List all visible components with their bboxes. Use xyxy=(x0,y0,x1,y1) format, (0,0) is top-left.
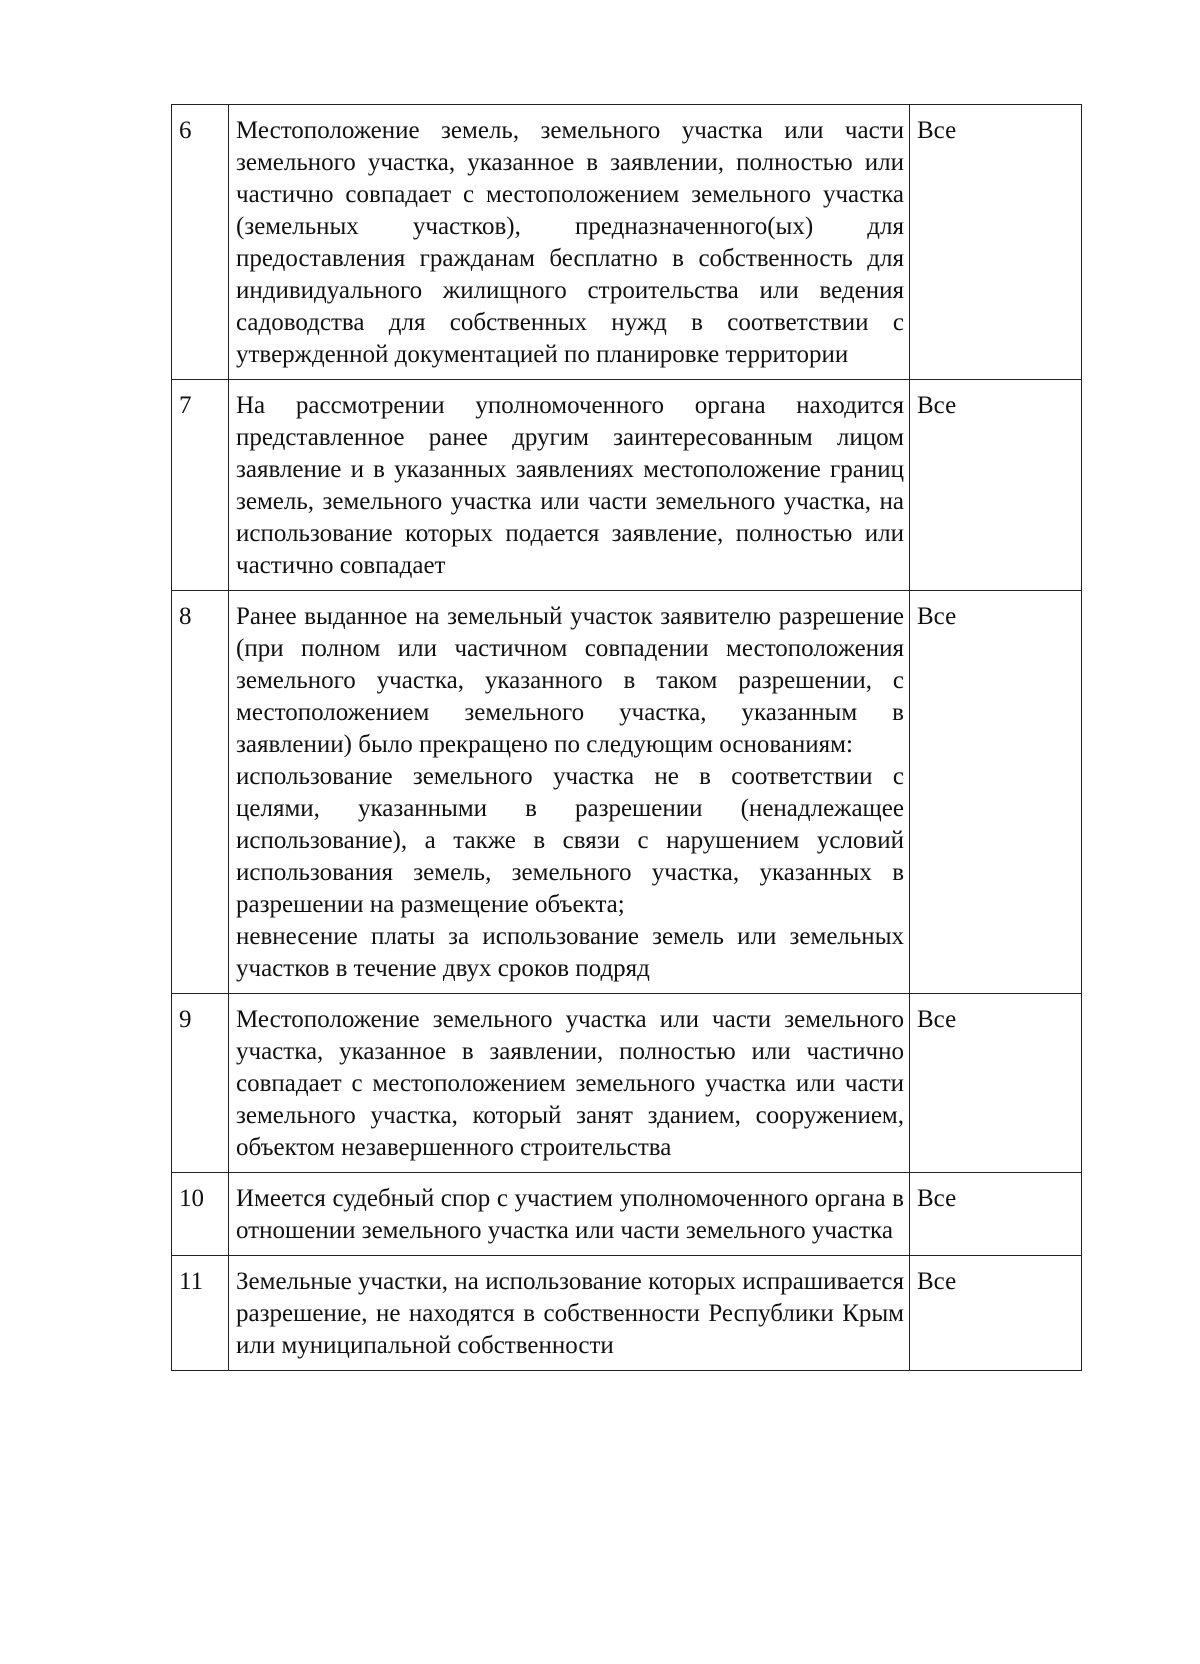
row-number: 10 xyxy=(172,1173,229,1256)
table-row xyxy=(172,1256,1082,1371)
table-row xyxy=(172,1173,1082,1256)
ground-paragraph: Ранее выданное на земельный участок заявителю разрешение (при полном или частичном совпадении местоположения земельного участка, указанного в таком разрешении, с местоположением земельного участка, указанным в заявлении) было прекращено по следующим основаниям: xyxy=(236,603,904,758)
ground-description xyxy=(229,994,910,1173)
refusal-grounds-table xyxy=(171,104,1082,1371)
ground-paragraph: невнесение платы за использование земель или земельных участков в течение двух сроков подряд xyxy=(236,923,904,982)
ground-description xyxy=(229,1173,910,1256)
ground-paragraph: использование земельного участка не в соответствии с целями, указанными в разрешении (ненадлежащее использование), а также в связи с нарушением условий использования земель, земельного участка, указанных в разрешении на размещение объекта; xyxy=(236,763,904,918)
table-row xyxy=(172,994,1082,1173)
applies-to-cell: Все xyxy=(910,1173,1082,1256)
table-row xyxy=(172,591,1082,994)
applies-to-cell: Все xyxy=(910,380,1082,591)
ground-paragraph: На рассмотрении уполномоченного органа находится представленное ранее другим заинтересованным лицом заявление и в указанных заявлениях местоположение границ земель, земельного участка или части земельного участка, на использование которых подается заявление, полностью или частично совпадает xyxy=(236,392,904,579)
ground-description xyxy=(229,591,910,994)
table-row xyxy=(172,105,1082,380)
ground-description xyxy=(229,1256,910,1371)
ground-paragraph: Имеется судебный спор с участием уполномоченного органа в отношении земельного участка или части земельного участка xyxy=(236,1185,904,1244)
row-number: 7 xyxy=(172,380,229,591)
ground-paragraph: Местоположение земель, земельного участка или части земельного участка, указанное в заявлении, полностью или частично совпадает с местоположением земельного участка (земельных участков), предназначенного(ых) для предоставления гражданам бесплатно в собственность для индивидуального жилищного строительства или ведения садоводства для собственных нужд в соответствии с утвержденной документацией по планировке территории xyxy=(236,117,904,368)
row-number: 8 xyxy=(172,591,229,994)
row-number: 11 xyxy=(172,1256,229,1371)
ground-description xyxy=(229,105,910,380)
table-row xyxy=(172,380,1082,591)
row-number: 6 xyxy=(172,105,229,380)
applies-to-cell: Все xyxy=(910,591,1082,994)
row-number: 9 xyxy=(172,994,229,1173)
ground-paragraph: Местоположение земельного участка или части земельного участка, указанное в заявлении, полностью или частично совпадает с местоположением земельного участка или части земельного участка, который занят зданием, сооружением, объектом незавершенного строительства xyxy=(236,1006,904,1161)
applies-to-cell: Все xyxy=(910,105,1082,380)
ground-description xyxy=(229,380,910,591)
applies-to-cell: Все xyxy=(910,994,1082,1173)
ground-paragraph: Земельные участки, на использование которых испрашивается разрешение, не находятся в собственности Республики Крым или муниципальной собственности xyxy=(236,1268,904,1359)
applies-to-cell: Все xyxy=(910,1256,1082,1371)
